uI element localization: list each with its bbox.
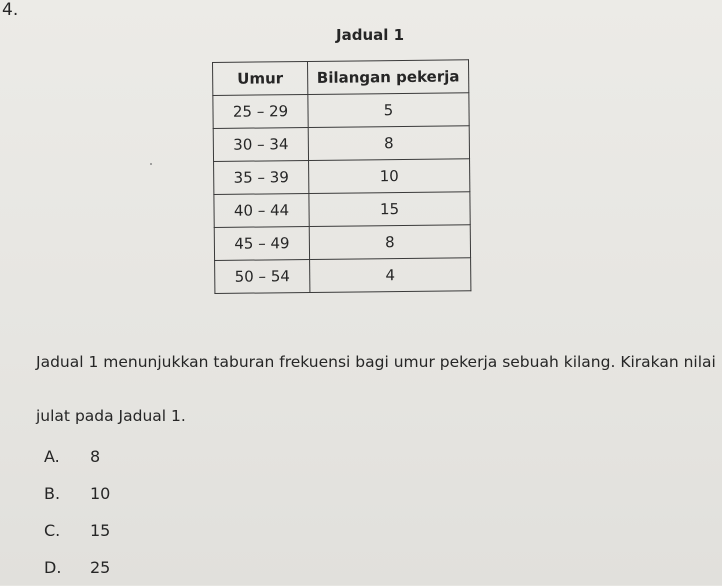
header-umur: Umur [213, 61, 308, 95]
table-header-row [213, 60, 469, 96]
question-number: 4. [2, 0, 19, 20]
cell-bilangan: 5 [308, 93, 469, 128]
cell-umur: 40 – 44 [214, 193, 309, 227]
option-d[interactable] [44, 549, 110, 586]
table-row [215, 258, 471, 294]
option-letter: A. [44, 447, 60, 466]
option-a[interactable] [44, 438, 110, 475]
option-c[interactable] [44, 512, 110, 549]
frequency-table [212, 59, 471, 294]
question-line-1: Jadual 1 menunjukkan taburan frekuensi bagi umur pekerja sebuah kilang. Kirakan nilai [36, 353, 716, 371]
table-title: Jadual 1 [336, 26, 405, 44]
header-bilangan-pekerja: Bilangan pekerja [308, 60, 469, 95]
table-row [214, 225, 470, 261]
cell-bilangan: 8 [309, 225, 470, 260]
option-value: 10 [90, 484, 111, 503]
table-row [214, 192, 470, 228]
option-letter: C. [44, 521, 61, 540]
cell-umur: 50 – 54 [215, 259, 310, 293]
option-value: 8 [90, 447, 101, 466]
table-row [213, 93, 469, 129]
question-text [36, 335, 716, 443]
table-row [213, 126, 469, 162]
option-value: 15 [90, 521, 111, 540]
table-row [214, 159, 470, 195]
cell-umur: 45 – 49 [214, 226, 309, 260]
cell-umur: 35 – 39 [214, 160, 309, 194]
cell-umur: 25 – 29 [213, 94, 308, 128]
option-letter: D. [44, 558, 62, 577]
cell-bilangan: 15 [309, 192, 470, 227]
option-b[interactable] [44, 475, 110, 512]
speck-mark [150, 163, 152, 165]
option-letter: B. [44, 484, 61, 503]
answer-options [44, 438, 110, 586]
cell-bilangan: 4 [310, 258, 471, 293]
cell-bilangan: 10 [309, 159, 470, 194]
cell-umur: 30 – 34 [213, 127, 308, 161]
option-value: 25 [90, 558, 111, 577]
cell-bilangan: 8 [308, 126, 469, 161]
question-line-2: julat pada Jadual 1. [36, 407, 186, 425]
